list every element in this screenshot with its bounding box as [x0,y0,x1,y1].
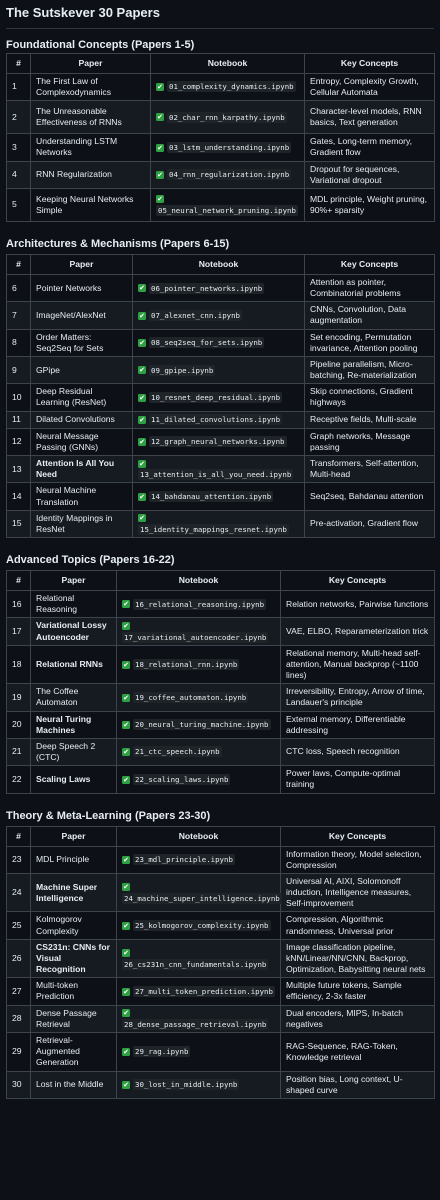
key-concepts: Receptive fields, Multi-scale [305,411,435,428]
column-header: Key Concepts [305,254,435,274]
check-mark-icon: ✔ [123,987,129,996]
notebook-cell [133,384,305,411]
sections-container [6,37,434,1099]
table-row [7,134,435,161]
notebook-cell [117,1071,281,1098]
check-mark-icon: ✔ [157,195,163,204]
check-mark-icon: ✔ [139,338,145,347]
paper-number: 13 [7,455,31,482]
paper-title: Order Matters: Seq2Seq for Sets [31,329,133,356]
paper-number: 30 [7,1071,31,1098]
table-row [7,939,435,978]
check-mark-icon: ✔ [139,459,145,468]
table-row [7,161,435,188]
check-mark-icon: ✔ [139,393,145,402]
notebook-filename[interactable]: 21_ctc_speech.ipynb [135,747,220,757]
paper-title: Machine Super Intelligence [31,873,117,912]
notebook-filename[interactable]: 30_lost_in_middle.ipynb [135,1080,238,1090]
paper-number: 17 [7,618,31,645]
table-row [7,510,435,537]
table-row [7,384,435,411]
paper-number: 27 [7,978,31,1005]
column-header: Key Concepts [305,53,435,73]
key-concepts: Irreversibility, Entropy, Arrow of time, Landauer's principle [281,684,435,711]
notebook-cell [117,738,281,765]
notebook-cell [117,591,281,618]
key-concepts: Information theory, Model selection, Compression [281,846,435,873]
table-row [7,591,435,618]
papers-table [6,826,435,1099]
column-header: Key Concepts [281,826,435,846]
table-row [7,912,435,939]
paper-title: GPipe [31,356,133,383]
notebook-filename[interactable]: 08_seq2seq_for_sets.ipynb [151,338,263,348]
notebook-filename[interactable]: 01_complexity_dynamics.ipynb [169,82,294,92]
column-header: Paper [31,571,117,591]
table-header-row [7,53,435,73]
paper-number: 28 [7,1005,31,1032]
paper-title: Variational Lossy Autoencoder [31,618,117,645]
check-mark-icon: ✔ [123,720,129,729]
section-heading: Foundational Concepts (Papers 1-5) [6,38,195,51]
table-row [7,846,435,873]
notebook-cell [117,846,281,873]
check-mark-icon: ✔ [123,600,129,609]
notebook-cell [117,912,281,939]
notebook-filename[interactable]: 22_scaling_laws.ipynb [135,774,229,784]
key-concepts: Attention as pointer, Combinatorial problems [305,274,435,301]
paper-number: 23 [7,846,31,873]
key-concepts: CTC loss, Speech recognition [281,738,435,765]
papers-table [6,53,435,222]
key-concepts: Character-level models, RNN basics, Text generation [305,101,435,134]
paper-number: 20 [7,711,31,738]
notebook-filename[interactable]: 17_variational_autoencoder.ipynb [124,632,267,642]
notebook-cell [133,428,305,455]
page-title: The Sutskever 30 Papers [6,3,434,29]
table-row [7,329,435,356]
table-row [7,411,435,428]
key-concepts: Dual encoders, MIPS, In-batch negatives [281,1005,435,1032]
notebook-filename[interactable]: 13_attention_is_all_you_need.ipynb [140,470,292,480]
paper-number: 11 [7,411,31,428]
key-concepts: Entropy, Complexity Growth, Cellular Automata [305,73,435,100]
section-heading: Theory & Meta-Learning (Papers 23-30) [6,809,211,822]
check-mark-icon: ✔ [123,883,129,892]
paper-number: 7 [7,302,31,329]
paper-title: Pointer Networks [31,274,133,301]
table-row [7,1071,435,1098]
paper-title: Deep Residual Learning (ResNet) [31,384,133,411]
key-concepts: Universal AI, AIXI, Solomonoff induction, Intelligence measures, Self-improvement [281,873,435,912]
key-concepts: Transformers, Self-attention, Multi-head [305,455,435,482]
notebook-cell [151,101,305,134]
check-mark-icon: ✔ [123,1080,129,1089]
notebook-cell [117,645,281,684]
key-concepts: Pipeline parallelism, Micro-batching, Re-materialization [305,356,435,383]
notebook-filename[interactable]: 25_kolmogorov_complexity.ipynb [135,921,269,931]
check-mark-icon: ✔ [123,1009,129,1018]
check-mark-icon: ✔ [139,284,145,293]
column-header: Paper [31,826,117,846]
notebook-filename[interactable]: 18_relational_rnn.ipynb [135,659,238,669]
check-mark-icon: ✔ [139,514,145,523]
paper-title: Retrieval-Augmented Generation [31,1033,117,1072]
notebook-filename[interactable]: 12_graph_neural_networks.ipynb [151,437,285,447]
paper-title: Dilated Convolutions [31,411,133,428]
notebook-filename[interactable]: 03_lstm_understanding.ipynb [169,142,290,152]
notebook-cell [117,618,281,645]
notebook-filename[interactable]: 07_alexnet_cnn.ipynb [151,310,240,320]
table-row [7,356,435,383]
paper-title: The Coffee Automaton [31,684,117,711]
notebook-cell [117,939,281,978]
key-concepts: Dropout for sequences, Variational dropout [305,161,435,188]
column-header: Paper [31,254,133,274]
notebook-filename[interactable]: 11_dilated_convolutions.ipynb [151,415,281,425]
notebook-cell [117,684,281,711]
column-header: Notebook [151,53,305,73]
notebook-filename[interactable]: 16_relational_reasoning.ipynb [135,599,265,609]
check-mark-icon: ✔ [123,855,129,864]
key-concepts: MDL principle, Weight pruning, 90%+ sparsity [305,188,435,221]
paper-title: Neural Machine Translation [31,483,133,510]
notebook-filename[interactable]: 06_pointer_networks.ipynb [151,283,263,293]
notebook-filename[interactable]: 04_rnn_regularization.ipynb [169,170,290,180]
notebook-cell [133,510,305,537]
notebook-cell [151,134,305,161]
paper-title: The Unreasonable Effectiveness of RNNs [31,101,151,134]
key-concepts: CNNs, Convolution, Data augmentation [305,302,435,329]
key-concepts: Pre-activation, Gradient flow [305,510,435,537]
table-row [7,483,435,510]
table-row [7,428,435,455]
notebook-cell [117,766,281,793]
check-mark-icon: ✔ [123,622,129,631]
notebook-cell [133,329,305,356]
column-header: # [7,826,31,846]
check-mark-icon: ✔ [123,660,129,669]
paper-title: Keeping Neural Networks Simple [31,188,151,221]
notebook-filename[interactable]: 29_rag.ipynb [135,1047,189,1057]
paper-title: Relational RNNs [31,645,117,684]
paper-title: Deep Speech 2 (CTC) [31,738,117,765]
key-concepts: Power laws, Compute-optimal training [281,766,435,793]
table-header-row [7,254,435,274]
notebook-filename[interactable]: 14_bahdanau_attention.ipynb [151,491,272,501]
check-mark-icon: ✔ [139,311,145,320]
key-concepts: Position bias, Long context, U-shaped curve [281,1071,435,1098]
column-header: Notebook [133,254,305,274]
paper-number: 25 [7,912,31,939]
paper-number: 24 [7,873,31,912]
notebook-cell [151,161,305,188]
notebook-cell [117,1033,281,1072]
table-header-row [7,826,435,846]
paper-number: 19 [7,684,31,711]
paper-number: 8 [7,329,31,356]
paper-number: 16 [7,591,31,618]
paper-title: Lost in the Middle [31,1071,117,1098]
notebook-cell [133,302,305,329]
column-header: Notebook [117,826,281,846]
table-row [7,73,435,100]
check-mark-icon: ✔ [157,143,163,152]
paper-title: Dense Passage Retrieval [31,1005,117,1032]
paper-title: Kolmogorov Complexity [31,912,117,939]
check-mark-icon: ✔ [157,83,163,92]
notebook-cell [117,873,281,912]
paper-number: 6 [7,274,31,301]
table-row [7,684,435,711]
paper-title: Attention Is All You Need [31,455,133,482]
notebook-filename[interactable]: 27_multi_token_prediction.ipynb [135,986,273,996]
column-header: # [7,571,31,591]
key-concepts: Graph networks, Message passing [305,428,435,455]
notebook-filename[interactable]: 09_gpipe.ipynb [151,365,214,375]
notebook-filename[interactable]: 26_cs231n_cnn_fundamentals.ipynb [124,959,267,969]
table-row [7,738,435,765]
table-row [7,645,435,684]
paper-number: 5 [7,188,31,221]
column-header: Paper [31,53,151,73]
table-row [7,274,435,301]
paper-title: Neural Turing Machines [31,711,117,738]
paper-number: 2 [7,101,31,134]
paper-number: 26 [7,939,31,978]
paper-title: ImageNet/AlexNet [31,302,133,329]
table-row [7,101,435,134]
paper-number: 22 [7,766,31,793]
key-concepts: Set encoding, Permutation invariance, Attention pooling [305,329,435,356]
key-concepts: Seq2seq, Bahdanau attention [305,483,435,510]
key-concepts: VAE, ELBO, Reparameterization trick [281,618,435,645]
check-mark-icon: ✔ [123,748,129,757]
paper-number: 14 [7,483,31,510]
paper-number: 10 [7,384,31,411]
paper-title: Relational Reasoning [31,591,117,618]
paper-title: RNN Regularization [31,161,151,188]
paper-title: Understanding LSTM Networks [31,134,151,161]
key-concepts: Relational memory, Multi-head self-attention, Manual backprop (~1100 lines) [281,645,435,684]
notebook-filename[interactable]: 23_mdl_principle.ipynb [135,855,233,865]
paper-number: 3 [7,134,31,161]
table-header-row [7,571,435,591]
section-heading: Advanced Topics (Papers 16-22) [6,554,175,567]
paper-title: Multi-token Prediction [31,978,117,1005]
column-header: Key Concepts [281,571,435,591]
notebook-cell [151,188,305,221]
key-concepts: Multiple future tokens, Sample efficiency, 2-3x faster [281,978,435,1005]
key-concepts: External memory, Differentiable addressing [281,711,435,738]
notebook-cell [133,483,305,510]
column-header: # [7,53,31,73]
table-row [7,978,435,1005]
table-row [7,302,435,329]
table-row [7,188,435,221]
paper-title: The First Law of Complexodynamics [31,73,151,100]
check-mark-icon: ✔ [123,921,129,930]
notebook-cell [133,455,305,482]
paper-number: 15 [7,510,31,537]
notebook-filename[interactable]: 15_identity_mappings_resnet.ipynb [140,524,287,534]
notebook-cell [133,274,305,301]
notebook-cell [117,1005,281,1032]
table-row [7,455,435,482]
paper-title: Scaling Laws [31,766,117,793]
notebook-cell [117,711,281,738]
paper-title: Identity Mappings in ResNet [31,510,133,537]
check-mark-icon: ✔ [139,415,145,424]
check-mark-icon: ✔ [157,170,163,179]
column-header: # [7,254,31,274]
check-mark-icon: ✔ [123,949,129,958]
notebook-filename[interactable]: 20_neural_turing_machine.ipynb [135,720,269,730]
key-concepts: RAG-Sequence, RAG-Token, Knowledge retrieval [281,1033,435,1072]
paper-number: 1 [7,73,31,100]
key-concepts: Relation networks, Pairwise functions [281,591,435,618]
notebook-filename[interactable]: 28_dense_passage_retrieval.ipynb [124,1019,267,1029]
paper-number: 9 [7,356,31,383]
check-mark-icon: ✔ [157,113,163,122]
check-mark-icon: ✔ [123,775,129,784]
notebook-cell [117,978,281,1005]
table-row [7,1033,435,1072]
notebook-filename[interactable]: 24_machine_super_intelligence.ipynb [124,893,280,903]
paper-title: CS231n: CNNs for Visual Recognition [31,939,117,978]
table-row [7,873,435,912]
check-mark-icon: ✔ [139,366,145,375]
paper-number: 21 [7,738,31,765]
papers-table [6,570,435,794]
table-row [7,711,435,738]
key-concepts: Compression, Algorithmic randomness, Universal prior [281,912,435,939]
notebook-filename[interactable]: 10_resnet_deep_residual.ipynb [151,392,281,402]
check-mark-icon: ✔ [139,492,145,501]
notebook-filename[interactable]: 05_neural_network_pruning.ipynb [158,205,296,215]
check-mark-icon: ✔ [139,437,145,446]
key-concepts: Skip connections, Gradient highways [305,384,435,411]
check-mark-icon: ✔ [123,1047,129,1056]
table-row [7,1005,435,1032]
notebook-filename[interactable]: 02_char_rnn_karpathy.ipynb [169,112,285,122]
paper-number: 4 [7,161,31,188]
section-heading: Architectures & Mechanisms (Papers 6-15) [6,237,230,250]
notebook-cell [133,356,305,383]
paper-number: 18 [7,645,31,684]
notebook-cell [151,73,305,100]
notebook-cell [133,411,305,428]
check-mark-icon: ✔ [123,693,129,702]
paper-number: 29 [7,1033,31,1072]
paper-title: MDL Principle [31,846,117,873]
notebook-filename[interactable]: 19_coffee_automaton.ipynb [135,692,247,702]
papers-table [6,254,435,538]
paper-title: Neural Message Passing (GNNs) [31,428,133,455]
table-row [7,618,435,645]
column-header: Notebook [117,571,281,591]
table-row [7,766,435,793]
paper-number: 12 [7,428,31,455]
key-concepts: Image classification pipeline, kNN/Linear/NN/CNN, Backprop, Optimization, Babysitting neural nets [281,939,435,978]
key-concepts: Gates, Long-term memory, Gradient flow [305,134,435,161]
